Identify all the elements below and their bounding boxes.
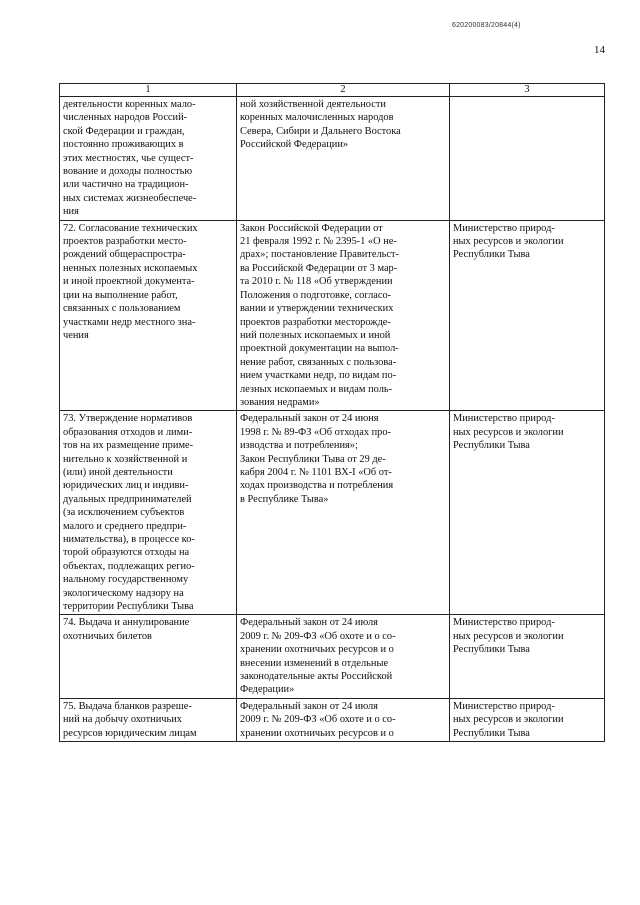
legal-basis-cell: Закон Российской Федерации от 21 февраля 1992 г. № 2395-1 «О не- драх»; постановление Правительст- ва Российской Федерации от 3 мар- та 2010 г. № 118 «Об утверждении Положения о подготовке, согласо- вании и утверждении технических проектов разработки месторожде- ний полезных ископаемых и иной проектной документации на выпол- нение работ, связанных с пользова- нием участками недр, по видам по- лезных ископаемых и видам поль- зования недрами» — [237, 220, 450, 411]
table-row — [60, 615, 605, 698]
authority-cell: Министерство природ- ных ресурсов и экологии Республики Тыва — [450, 698, 605, 741]
page-number: 14 — [594, 44, 605, 56]
table-row — [60, 411, 605, 615]
registry-table — [59, 83, 605, 742]
authority-cell — [450, 97, 605, 221]
legal-basis-cell: Федеральный закон от 24 июля 2009 г. № 209-ФЗ «Об охоте и о со- хранении охотничьих ресурсов и о — [237, 698, 450, 741]
table-row — [60, 220, 605, 411]
authority-cell: Министерство природ- ных ресурсов и экологии Республики Тыва — [450, 615, 605, 698]
column-header-2: 2 — [237, 84, 450, 97]
legal-basis-cell: ной хозяйственной деятельности коренных малочисленных народов Севера, Сибири и Дальнего Востока Российской Федерации» — [237, 97, 450, 221]
legal-basis-cell: Федеральный закон от 24 июля 2009 г. № 209-ФЗ «Об охоте и о со- хранении охотничьих ресурсов и о внесении изменений в отдельные законодательные акты Российской Федерации» — [237, 615, 450, 698]
service-name-cell: деятельности коренных мало- численных народов Россий- ской Федерации и граждан, постоянно проживающих в этих местностях, чье сущест- вование и доходы полностью или частично на традицион- ных системах жизнеобеспече- ния — [60, 97, 237, 221]
service-name-cell: 75. Выдача бланков разреше- ний на добычу охотничьих ресурсов юридическим лицам — [60, 698, 237, 741]
table-row — [60, 698, 605, 741]
service-name-cell: 72. Согласование технических проектов разработки место- рождений общераспростра- ненных полезных ископаемых и иной проектной документа- ции на выполнение работ, связанных с пользованием участками недр местного зна- чения — [60, 220, 237, 411]
column-header-1: 1 — [60, 84, 237, 97]
table-row — [60, 97, 605, 221]
authority-cell: Министерство природ- ных ресурсов и экологии Республики Тыва — [450, 411, 605, 615]
legal-basis-cell: Федеральный закон от 24 июня 1998 г. № 89-ФЗ «Об отходах про- изводства и потребления»; Закон Республики Тыва от 29 де- кабря 2004 г. № 1101 ВХ-I «Об от- ходах производства и потребления в Республике Тыва» — [237, 411, 450, 615]
service-name-cell: 74. Выдача и аннулирование охотничьих билетов — [60, 615, 237, 698]
column-header-3: 3 — [450, 84, 605, 97]
document-id: 620200083/20844(4) — [452, 22, 521, 29]
table-header-row — [60, 84, 605, 97]
authority-cell: Министерство природ- ных ресурсов и экологии Республики Тыва — [450, 220, 605, 411]
service-name-cell: 73. Утверждение нормативов образования отходов и лими- тов на их размещение приме- нительно к хозяйственной и (или) иной деятельности юридических лиц и индиви- дуальных предпринимателей (за исключением субъектов малого и среднего предпри- нимательства), в процессе ко- торой образуются отходы на объектах, подлежащих регио- нальному государственному экологическому надзору на территории Республики Тыва — [60, 411, 237, 615]
